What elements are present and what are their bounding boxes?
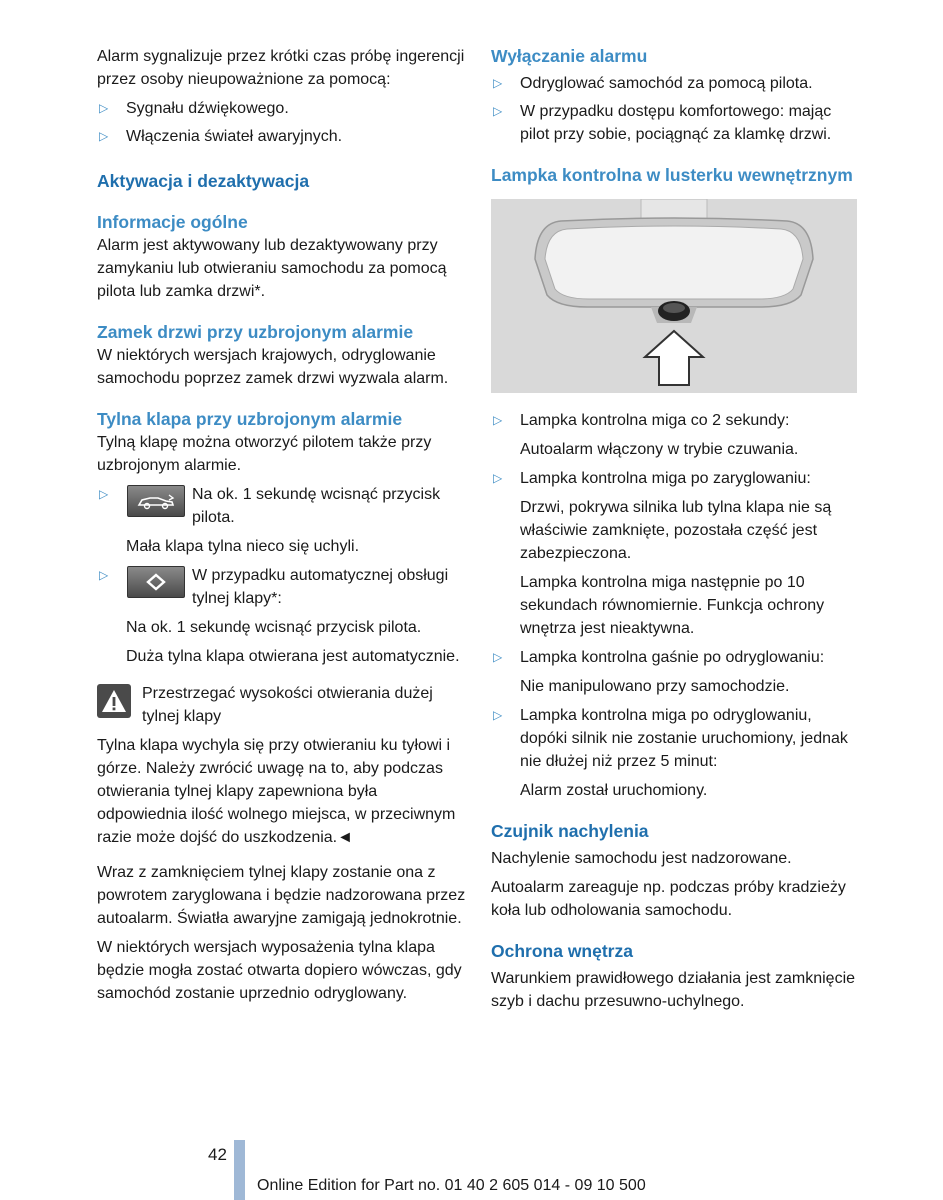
bullet-triangle-icon: ▷ <box>99 487 109 501</box>
left-column <box>97 45 467 1011</box>
list-item: ▷ Odryglować samochód za pomocą pilota. <box>491 72 859 95</box>
edition-text: Online Edition for Part no. 01 40 2 605 014 - 09 10 500 <box>257 1177 646 1194</box>
bullet-triangle-icon: ▷ <box>99 101 109 115</box>
key-step-2: ▷ W przypadku automatycznej obsługi tylnej klapy*: <box>97 564 467 610</box>
warning-title: Przestrzegać wysokości otwierania dużej tylnej klapy <box>142 685 433 725</box>
warning-text: Tylna klapa wychyla się przy otwieraniu ku tyłowi i górze. Należy zwrócić uwagę na to, aby podczas otwierania tylnej klapy zapewniona była odpowiednia ilość wolnego miejsca, w przeciwnym razie może dojść do uszkodzenia.◄ <box>97 737 456 846</box>
general-text: Alarm jest aktywowany lub dezaktywowany przy zamykaniu lub otwieraniu samochodu za pomocą pilota lub zamka drzwi*. <box>97 237 447 300</box>
key-step-2-sub1: Na ok. 1 sekundę wcisnąć przycisk pilota. <box>126 619 422 636</box>
versions-text: W niektórych wersjach wyposażenia tylna klapa będzie mogła zostać otwarta dopiero wówczas, gdy samochód zostanie uprzednio odryglowany. <box>97 939 462 1002</box>
subheading-general: Informacje ogólne <box>97 212 248 232</box>
intro-list <box>97 97 467 148</box>
alarm-off-list <box>491 72 859 146</box>
warning-box <box>97 682 467 728</box>
lamp-status-detail: Nie manipulowano przy samochodzie. <box>520 678 790 695</box>
rearview-mirror-illustration <box>491 199 857 393</box>
intro-text: Alarm sygnalizuje przez krótki czas próbę ingerencji przez osoby nieupoważnione za pomocą: <box>97 48 465 88</box>
subheading-alarm-off: Wyłączanie alarmu <box>491 46 648 66</box>
page-number: 42 <box>208 1145 227 1164</box>
lamp-status-list <box>491 409 859 432</box>
section-heading-activation: Aktywacja i dezaktywacja <box>97 171 310 191</box>
section-heading-interior-protection: Ochrona wnętrza <box>491 941 633 961</box>
lamp-status-detail: Drzwi, pokrywa silnika lub tylna klapa nie są właściwie zamknięte, pozostała część jest zabezpieczona. <box>520 499 832 562</box>
warning-icon <box>97 684 131 718</box>
tilt-text-1: Nachylenie samochodu jest nadzorowane. <box>491 850 792 867</box>
diamond-key-icon <box>127 566 185 598</box>
interior-text: Warunkiem prawidłowego działania jest zamknięcie szyb i dachu przesuwno-uchylnego. <box>491 970 856 1010</box>
list-item: ▷ Lampka kontrolna gaśnie po odryglowaniu: <box>491 646 859 669</box>
right-column <box>491 45 859 1019</box>
chapter-side-title <box>16 44 60 464</box>
lamp-status-detail: Alarm został uruchomiony. <box>520 782 708 799</box>
tilt-text-2: Autoalarm zareaguje np. podczas próby kradzieży koła lub odholowania samochodu. <box>491 879 846 919</box>
bullet-triangle-icon: ▷ <box>493 413 503 427</box>
bullet-triangle-icon: ▷ <box>99 129 109 143</box>
list-item: ▷ Włączenia świateł awaryjnych. <box>97 125 467 148</box>
footer-bar <box>234 1140 245 1200</box>
door-lock-text: W niektórych wersjach krajowych, odryglowanie samochodu poprzez zamek drzwi wyzwala alarm. <box>97 347 449 387</box>
close-text: Wraz z zamknięciem tylnej klapy zostanie ona z powrotem zaryglowana i będzie nadzorowana przez autoalarm. Światła awaryjne zamigają jednokrotnie. <box>97 864 466 927</box>
tailgate-text: Tylną klapę można otworzyć pilotem także przy uzbrojonym alarmie. <box>97 434 432 474</box>
bullet-triangle-icon: ▷ <box>493 708 503 722</box>
lamp-status-detail: Lampka kontrolna miga następnie po 10 sekundach równomiernie. Funkcja ochrony wnętrza jest nieaktywna. <box>520 574 825 637</box>
bullet-triangle-icon: ▷ <box>99 568 109 582</box>
key-step-1-result: Mała klapa tylna nieco się uchyli. <box>126 538 360 555</box>
lamp-status-detail: Autoalarm włączony w trybie czuwania. <box>520 441 799 458</box>
lamp-status-list <box>491 467 859 490</box>
bullet-triangle-icon: ▷ <box>493 76 503 90</box>
key-step-1: ▷ Na ok. 1 sekundę wcisnąć przycisk pilota. <box>97 483 467 529</box>
section-heading-tilt-sensor: Czujnik nachylenia <box>491 821 649 841</box>
bullet-triangle-icon: ▷ <box>493 104 503 118</box>
list-item: ▷ Lampka kontrolna miga co 2 sekundy: <box>491 409 859 432</box>
subheading-door-lock: Zamek drzwi przy uzbrojonym alarmie <box>97 322 414 342</box>
subheading-indicator-lamp: Lampka kontrolna w lusterku wewnętrznym <box>491 165 853 185</box>
list-item: ▷ W przypadku dostępu komfortowego: mając pilot przy sobie, pociągnąć za klamkę drzwi. <box>491 100 859 146</box>
key-step-2-sub2: Duża tylna klapa otwierana jest automatycznie. <box>126 648 460 665</box>
list-item: ▷ Lampka kontrolna miga po odryglowaniu, dopóki silnik nie zostanie uruchomiony, jednak nie dłużej niż przez 5 minut: <box>491 704 859 773</box>
list-item: ▷ Lampka kontrolna miga po zaryglowaniu: <box>491 467 859 490</box>
lamp-status-list <box>491 704 859 773</box>
bullet-triangle-icon: ▷ <box>493 471 503 485</box>
lamp-status-list <box>491 646 859 669</box>
list-item: ▷ Sygnału dźwiękowego. <box>97 97 467 120</box>
subheading-tailgate: Tylna klapa przy uzbrojonym alarmie <box>97 409 403 429</box>
car-trunk-key-icon <box>127 485 185 517</box>
bullet-triangle-icon: ▷ <box>493 650 503 664</box>
